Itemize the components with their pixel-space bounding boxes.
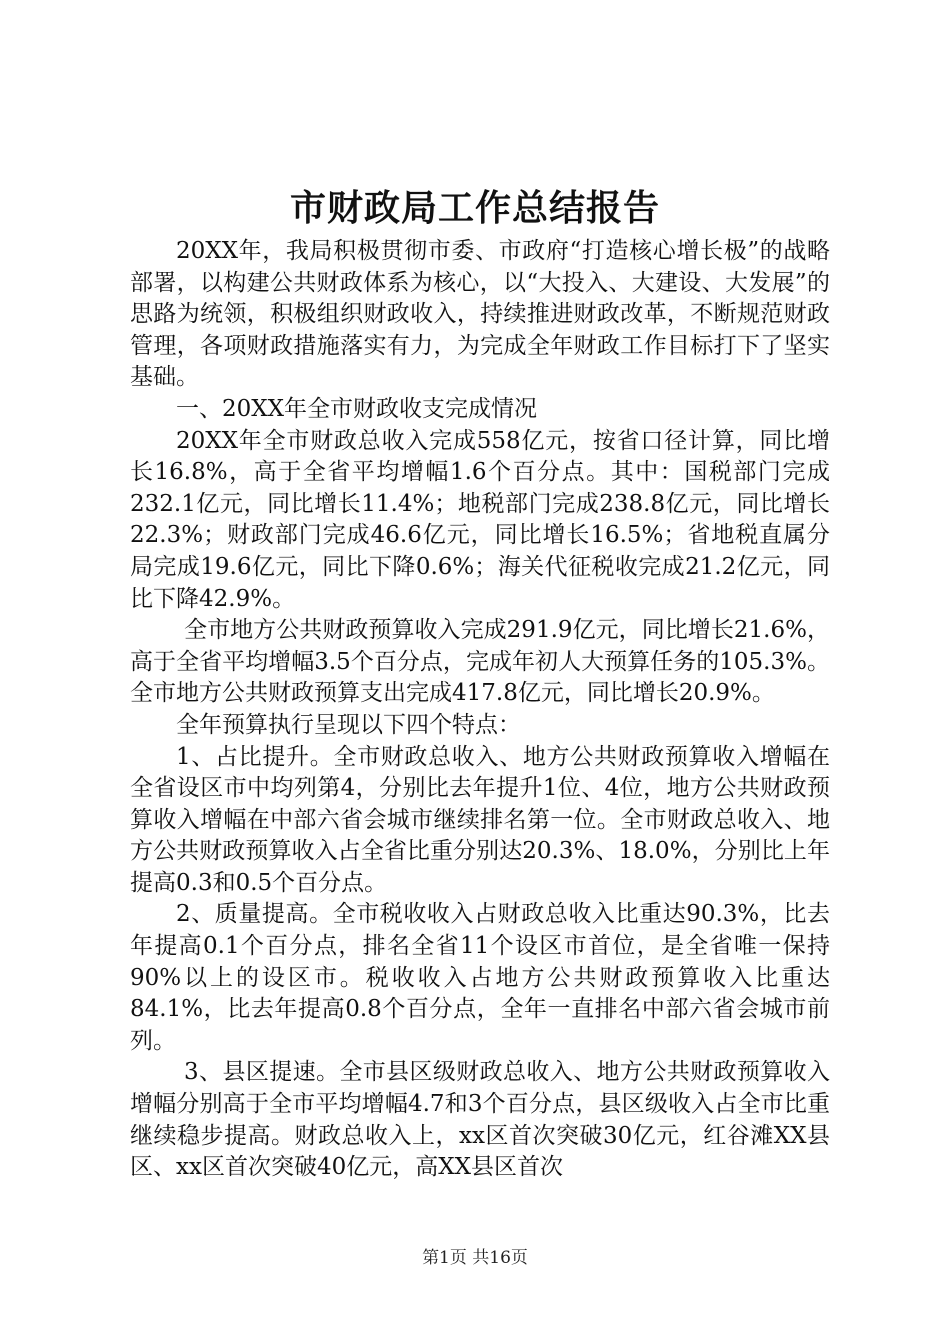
paragraph-feature-2: 2、质量提高。全市税收收入占财政总收入比重达90.3%，比去年提高0.1个百分点，排名全省11个设区市首位，是全省唯一保持90%以上的设区市。税收收入占地方公共财政预算收入比重达84.1%，比去年提高0.8个百分点，全年一直排名中部六省会城市前列。 [130,901,830,1054]
paragraph-features-intro: 全年预算执行呈现以下四个特点： [176,711,521,738]
paragraph-intro: 20XX年，我局积极贯彻市委、市政府“打造核心增长极”的战略部署，以构建公共财政体系为核心，以“大投入、大建设、大发展”的思路为统领，积极组织财政收入，持续推进财政改革，不断规范财政管理，各项财政措施落实有力，为完成全年财政工作目标打下了坚实基础。 [130,238,830,391]
paragraph-total-revenue: 20XX年全市财政总收入完成558亿元，按省口径计算，同比增长16.8%，高于全省平均增幅1.6个百分点。其中：国税部门完成232.1亿元，同比增长11.4%；地税部门完成238.8亿元，同比增长22.3%；财政部门完成46.6亿元，同比增长16.5%；省地税直属分局完成19.6亿元，同比下降0.6%；海关代征税收完成21.2亿元，同比下降42.9%。 [130,427,830,612]
document-title: 市财政局工作总结报告 [289,187,660,229]
paragraph-feature-3: 3、县区提速。全市县区级财政总收入、地方公共财政预算收入增幅分别高于全市平均增幅4.7和3个百分点，县区级收入占全市比重继续稳步提高。财政总收入上，xx区首次突破30亿元，红谷滩XX县区、xx区首次突破40亿元，高XX县区首次 [130,1059,830,1181]
page-footer: 第1页 共16页 [422,1248,528,1268]
paragraph-feature-1: 1、占比提升。全市财政总收入、地方公共财政预算收入增幅在全省设区市中均列第4，分别比去年提升1位、4位，地方公共财政预算收入增幅在中部六省会城市继续排名第一位。全市财政总收入、地方公共财政预算收入占全省比重分别达20.3%、18.0%，分别比上年提高0.3和0.5个百分点。 [130,743,830,896]
section-heading-1: 一、20XX年全市财政收支完成情况 [176,395,538,422]
paragraph-local-budget: 全市地方公共财政预算收入完成291.9亿元，同比增长21.6%，高于全省平均增幅3.5个百分点，完成年初人大预算任务的105.3%。全市地方公共财政预算支出完成417.8亿元，同比增长20.9%。 [130,617,830,707]
document-body [130,236,830,1184]
